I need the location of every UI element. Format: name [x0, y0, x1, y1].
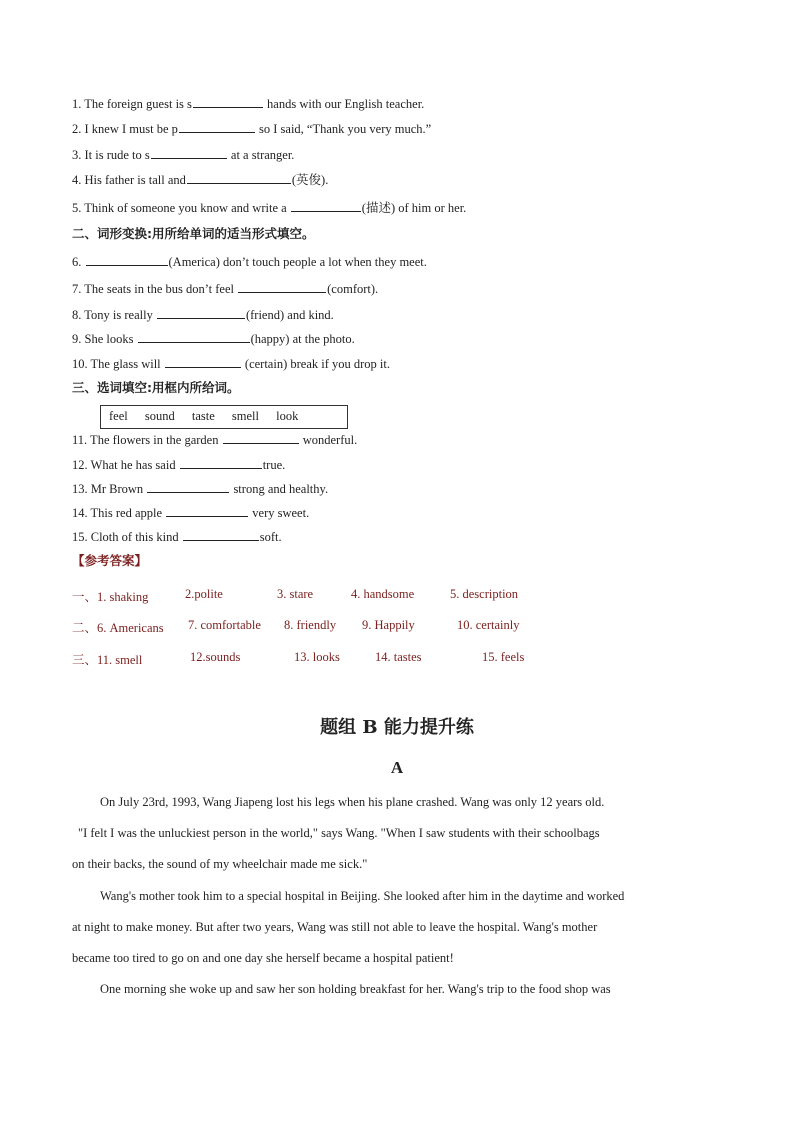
question-13 — [72, 480, 328, 497]
question-text: 5. Think of someone you know and write a — [72, 201, 290, 215]
answer-blank[interactable] — [151, 146, 227, 159]
question-text: 6. — [72, 255, 85, 269]
question-4 — [72, 171, 328, 188]
question-text: 9. She looks — [72, 332, 137, 346]
answer-blank[interactable] — [238, 280, 326, 293]
answer-blank[interactable] — [179, 120, 255, 133]
answer-item: 三、11. smell — [72, 653, 143, 667]
answer-blank[interactable] — [147, 480, 229, 493]
answer-item: 13. looks — [294, 650, 340, 664]
question-text: 12. What he has said — [72, 458, 179, 472]
word-bank-item: feel — [109, 409, 128, 423]
answer-blank[interactable] — [157, 306, 245, 319]
question-text: 10. The glass will — [72, 357, 164, 371]
answer-item: 9. Happily — [362, 618, 415, 632]
answer-item: 4. handsome — [351, 587, 415, 601]
question-text: 1. The foreign guest is s — [72, 97, 192, 111]
question-3 — [72, 146, 294, 163]
question-text: 14. This red apple — [72, 506, 166, 520]
answer-item: 一、1. shaking — [72, 590, 149, 604]
answer-blank[interactable] — [223, 431, 299, 444]
question-text: (America) don’t touch people a lot when they meet. — [168, 255, 427, 269]
question-12 — [72, 456, 285, 473]
question-1 — [72, 95, 424, 112]
question-text: 4. His father is tall and — [72, 173, 186, 187]
question-text: (friend) and kind. — [245, 308, 334, 322]
answer-item: 二、6. Americans — [72, 621, 164, 635]
word-bank-item: look — [276, 409, 299, 423]
question-text: soft. — [259, 530, 282, 544]
question-7 — [72, 280, 378, 297]
question-text: (comfort). — [327, 282, 379, 296]
section-3-heading: 三、选词填空:用框内所给词。 — [72, 380, 240, 395]
question-5 — [72, 199, 466, 216]
word-bank-item: smell — [231, 409, 259, 423]
answer-item: 12.sounds — [190, 650, 241, 664]
question-8 — [72, 306, 334, 323]
answer-item: 8. friendly — [284, 618, 337, 632]
answer-item: 10. certainly — [457, 618, 520, 632]
answer-blank[interactable] — [86, 253, 168, 266]
question-text: 8. Tony is really — [72, 308, 156, 322]
answer-blank[interactable] — [183, 528, 259, 541]
question-text: 7. The seats in the bus don’t feel — [72, 282, 238, 296]
answer-item: 5. description — [450, 587, 519, 601]
answer-item: 7. comfortable — [188, 618, 261, 632]
group-title: 题组 B 能力提升练 — [320, 717, 474, 738]
question-text: 2. I knew I must be p — [72, 122, 178, 136]
answer-blank[interactable] — [165, 355, 241, 368]
word-bank-item: taste — [191, 409, 215, 423]
answer-blank[interactable] — [180, 456, 262, 469]
answer-blank[interactable] — [193, 95, 263, 108]
question-text: 3. It is rude to s — [72, 148, 150, 162]
answer-blank[interactable] — [187, 171, 291, 184]
answer-blank[interactable] — [291, 199, 361, 212]
passage-line: "I felt I was the unluckiest person in the world," says Wang. "When I saw students with their schoolbags — [78, 826, 600, 840]
section-2-heading: 二、词形变换:用所给单词的适当形式填空。 — [72, 226, 315, 241]
answer-blank[interactable] — [166, 504, 248, 517]
word-bank-box — [100, 405, 348, 429]
question-text: 13. Mr Brown — [72, 482, 147, 496]
question-15 — [72, 528, 282, 545]
word-bank-item: sound — [144, 409, 175, 423]
question-10 — [72, 355, 390, 372]
question-text: (happy) at the photo. — [250, 332, 355, 346]
question-text: 15. Cloth of this kind — [72, 530, 182, 544]
answer-blank[interactable] — [138, 330, 250, 343]
passage-line: On July 23rd, 1993, Wang Jiapeng lost his legs when his plane crashed. Wang was only 12 years old. — [100, 795, 605, 809]
question-text: (描述) of him or her. — [361, 201, 467, 215]
passage-line: on their backs, the sound of my wheelchair made me sick." — [72, 857, 368, 871]
answer-item: 2.polite — [185, 587, 223, 601]
question-9 — [72, 330, 355, 347]
question-2 — [72, 120, 431, 137]
question-6 — [72, 253, 427, 270]
answer-item: 14. tastes — [375, 650, 422, 664]
passage-line: at night to make money. But after two years, Wang was still not able to leave the hospital. Wang's mother — [72, 920, 598, 934]
passage-line: Wang's mother took him to a special hospital in Beijing. She looked after him in the daytime and worked — [100, 889, 625, 903]
answer-key-heading: 【参考答案】 — [72, 553, 148, 568]
passage-line: became too tired to go on and one day she herself became a hospital patient! — [72, 951, 454, 965]
question-11 — [72, 431, 357, 448]
question-text: strong and healthy. — [230, 482, 329, 496]
question-text: (英俊). — [291, 173, 329, 187]
question-text: so I said, “Thank you very much.” — [255, 122, 432, 136]
question-text: at a stranger. — [227, 148, 295, 162]
answer-item: 3. stare — [277, 587, 314, 601]
passage-title: A — [390, 758, 404, 777]
question-14 — [72, 504, 309, 521]
answer-item: 15. feels — [482, 650, 525, 664]
question-text: (certain) break if you drop it. — [241, 357, 390, 371]
question-text: wonderful. — [299, 433, 358, 447]
question-text: 11. The flowers in the garden — [72, 433, 222, 447]
passage-line: One morning she woke up and saw her son holding breakfast for her. Wang's trip to the food shop was — [100, 982, 611, 996]
question-text: true. — [262, 458, 286, 472]
question-text: very sweet. — [249, 506, 310, 520]
question-text: hands with our English teacher. — [263, 97, 425, 111]
